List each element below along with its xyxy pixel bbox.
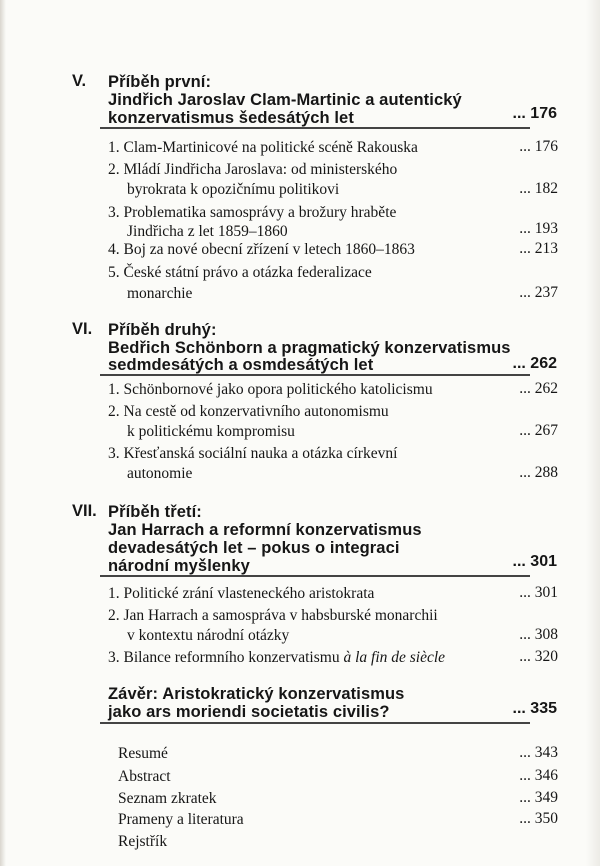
toc-entry[interactable]: 2. Mládí Jindřicha Jaroslava: od ministerského (108, 161, 398, 178)
toc-entry-continuation[interactable]: byrokrata k opozičnímu politikovi (127, 181, 340, 198)
chapter-title-line[interactable]: konzervatismus šedesátých let (108, 109, 354, 127)
back-matter-page-number: ... 349 (519, 789, 558, 806)
entry-page-number: ... 267 (519, 422, 558, 439)
back-matter-page-number: ... 346 (519, 767, 558, 784)
chapter-title-line[interactable]: Jindřich Jaroslav Clam-Martinic a autentický (108, 91, 462, 109)
chapter-title-line[interactable]: Příběh druhý: (108, 321, 217, 339)
entry-page-number: ... 176 (519, 138, 558, 155)
chapter-title-line[interactable]: Jan Harrach a reformní konzervatismus (108, 521, 422, 539)
toc-entry[interactable]: 2. Jan Harrach a samospráva v habsburské monarchii (108, 607, 438, 624)
toc-entry-continuation[interactable]: autonomie (127, 465, 193, 482)
entry-page-number: ... 320 (519, 648, 558, 665)
chapter-title-line[interactable]: devadesátých let – pokus o integraci (108, 539, 400, 557)
chapter-title-line[interactable]: Příběh první: (108, 73, 212, 91)
toc-entry-continuation[interactable]: v kontextu národní otázky (127, 627, 290, 644)
entry-page-number: ... 182 (519, 180, 558, 197)
entry-page-number: ... 288 (519, 464, 558, 481)
entry-page-number: ... 308 (519, 626, 558, 643)
chapter-divider (100, 127, 530, 129)
chapter-number: V. (72, 72, 87, 90)
entry-page-number: ... 301 (519, 584, 558, 601)
toc-entry-continuation[interactable]: k politickému kompromisu (127, 423, 295, 440)
chapter-title-line[interactable]: sedmdesátých a osmdesátých let (108, 356, 374, 374)
back-matter-item[interactable]: Seznam zkratek (118, 790, 217, 807)
back-matter-item[interactable]: Abstract (118, 768, 171, 785)
back-matter-item[interactable]: Prameny a literatura (118, 811, 244, 828)
toc-entry[interactable]: 3. Problematika samosprávy a brožury hraběte (108, 204, 397, 221)
entry-page-number: ... 213 (519, 240, 558, 257)
toc-entry[interactable]: 2. Na cestě od konzervativního autonomismu (108, 403, 389, 420)
toc-entry[interactable]: 4. Boj za nové obecní zřízení v letech 1860–1863 (108, 241, 415, 258)
conclusion-page-number: ... 335 (512, 700, 557, 717)
toc-entry[interactable]: 1. Politické zrání vlasteneckého aristokrata (108, 585, 375, 602)
entry-page-number: ... 262 (519, 380, 558, 397)
toc-entry[interactable]: 3. Křesťanská sociální nauka a otázka církevní (108, 445, 398, 462)
chapter-page-number: ... 176 (512, 105, 557, 122)
chapter-title-line[interactable]: Příběh třetí: (108, 503, 202, 521)
conclusion-title-line[interactable]: Závěr: Aristokratický konzervatismus (108, 685, 405, 703)
chapter-divider (100, 575, 530, 577)
page-edge-shadow (586, 0, 600, 866)
chapter-number: VII. (72, 502, 97, 520)
back-matter-page-number: ... 350 (519, 810, 558, 827)
toc-entry[interactable]: 1. Clam-Martinicové na politické scéně Rakouska (108, 139, 418, 156)
toc-entry[interactable]: 5. České státní právo a otázka federalizace (108, 264, 372, 281)
chapter-title-line[interactable]: národní myšlenky (108, 557, 250, 575)
toc-entry-italic: à la fin de siècle (343, 649, 446, 666)
conclusion-title-line[interactable]: jako ars moriendi societatis civilis? (108, 703, 390, 721)
back-matter-item[interactable]: Resumé (118, 745, 168, 762)
back-matter-page-number: ... 343 (519, 744, 558, 761)
back-matter-item[interactable]: Rejstřík (118, 833, 168, 850)
entry-page-number: ... 193 (519, 220, 558, 237)
chapter-number: VI. (72, 320, 93, 338)
chapter-page-number: ... 262 (512, 355, 557, 372)
page-edge-shadow (0, 0, 6, 866)
toc-entry-continuation[interactable]: monarchie (127, 285, 193, 302)
conclusion-divider (100, 722, 530, 724)
toc-entry[interactable] (108, 648, 445, 668)
entry-page-number: ... 237 (519, 284, 558, 301)
toc-entry-continuation[interactable]: Jindřicha z let 1859–1860 (127, 223, 288, 240)
chapter-divider (100, 374, 530, 376)
chapter-page-number: ... 301 (512, 553, 557, 570)
toc-entry-text: 3. Bilance reformního konzervatismu (108, 649, 344, 666)
chapter-title-line[interactable]: Bedřich Schönborn a pragmatický konzervatismus (108, 339, 511, 357)
toc-entry[interactable]: 1. Schönbornové jako opora politického katolicismu (108, 381, 433, 398)
